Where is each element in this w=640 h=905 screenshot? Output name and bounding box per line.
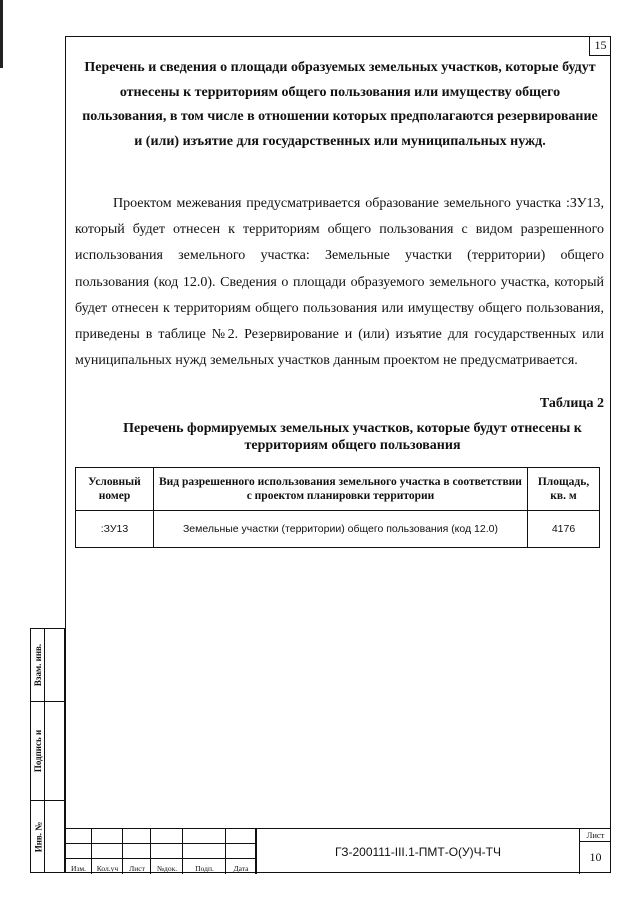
- section-heading: Перечень и сведения о площади образуемых земельных участков, которые будут отнесены к территориям общего пользования или имуществу общего пользования, в том числе в отношении которых предполагаются резервирование и (или) изъятие для государственных или муниципальных нужд.: [82, 60, 598, 149]
- body-paragraph: Проектом межевания предусматривается образование земельного участка :ЗУ13, который будет отнесен к территориям общего пользования с видом разрешенного использования земельного участка: Земельные участки (территории) общего пользования (код 12.0). Сведения о площади образуемого земельного участка, который будет отнесен к территориям общего пользования или имуществу общего пользования, приведены в таблице №2. Резервирование и (или) изъятие для государственных или муниципальных нужд земельных участков данным проектом не предусматривается.: [75, 196, 604, 369]
- cell-use: Земельные участки (территории) общего пользования (код 12.0): [153, 511, 527, 548]
- header-cell-area: Площадь, кв. м: [528, 468, 600, 511]
- col-label-doc: №док.: [156, 864, 178, 873]
- parcels-table: [75, 467, 600, 548]
- header-cell-number: Условный номер: [76, 468, 154, 511]
- side-stamp-signature: [30, 702, 65, 801]
- col-label-count: Кол.уч: [96, 864, 119, 873]
- table-title: Перечень формируемых земельных участков, которые будут отнесены к территориям общего пользования: [123, 421, 582, 453]
- page-frame: [65, 36, 611, 873]
- table-row: [76, 511, 600, 548]
- revision-grid: [65, 829, 256, 874]
- col-label-sheet: Лист: [129, 864, 145, 873]
- table-header-row: [76, 468, 600, 511]
- side-stamp-replacement: [30, 628, 65, 702]
- col-label-change: Изм.: [71, 864, 86, 873]
- scan-edge-mark: [0, 0, 3, 68]
- title-block: [65, 828, 611, 873]
- side-label-inventory: Инв. №: [33, 821, 43, 852]
- side-stamp-inventory: [30, 801, 65, 873]
- sheet-number: 10: [589, 850, 602, 864]
- cell-area: 4176: [528, 511, 600, 548]
- side-label-replacement: Взам. инв.: [33, 643, 44, 687]
- page-number: 15: [589, 36, 611, 56]
- table-label: Таблица 2: [539, 396, 604, 411]
- cell-number: :ЗУ13: [76, 511, 154, 548]
- sheet-label: Лист: [580, 829, 611, 842]
- header-cell-use: Вид разрешенного использования земельного участка в соответствии с проектом планировки территории: [153, 468, 527, 511]
- side-label-signature: Подпись и: [33, 729, 44, 773]
- document-code: ГЗ-200111-III.1-ПМТ-О(У)Ч-ТЧ: [256, 829, 580, 874]
- col-label-sign: Подп.: [195, 864, 214, 873]
- col-label-date: Дата: [233, 864, 249, 873]
